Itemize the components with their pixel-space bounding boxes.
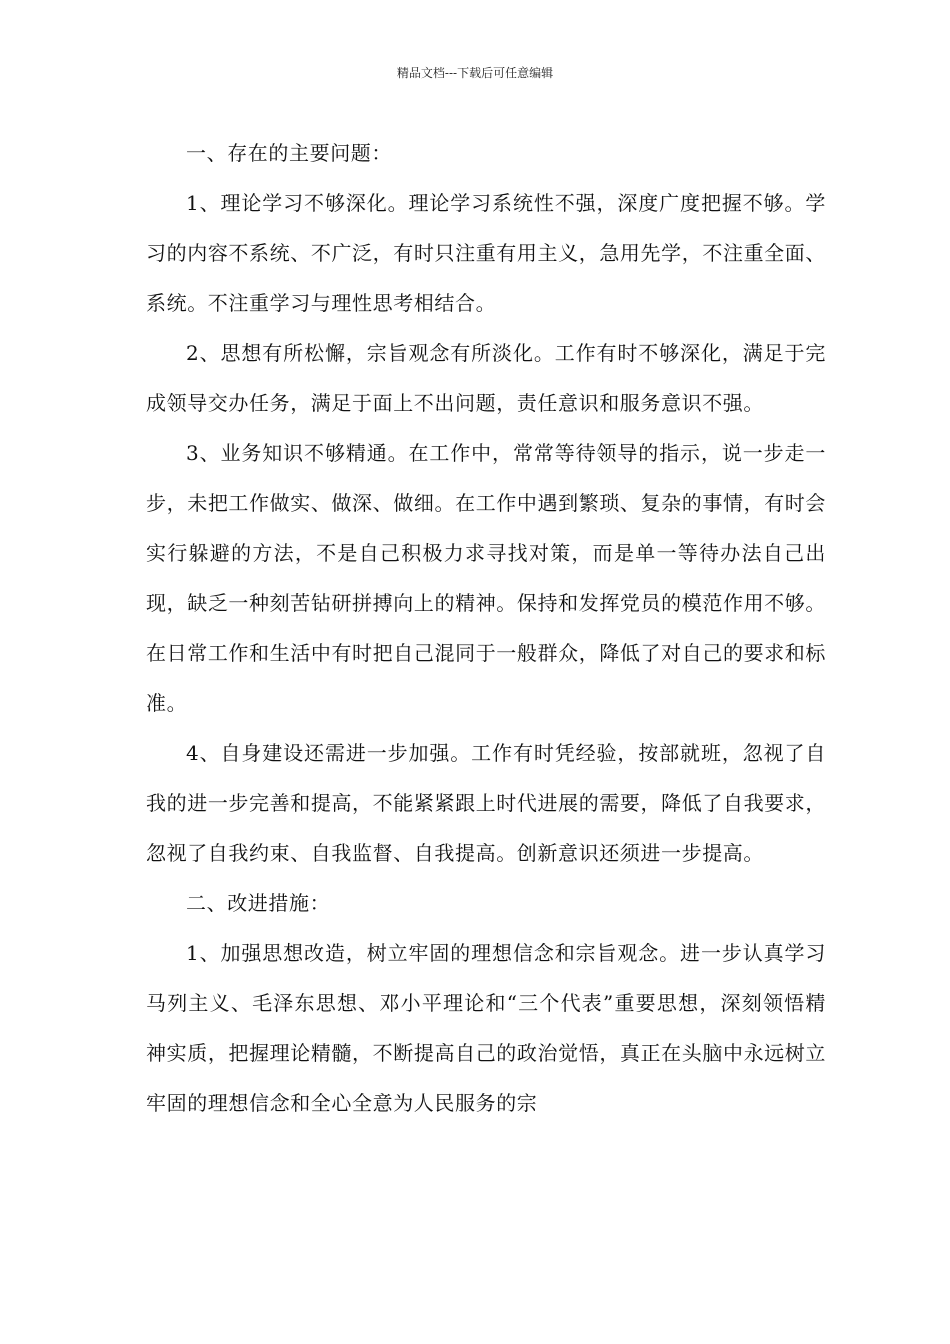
paragraph-measure-1: 1、加强思想改造，树立牢固的理想信念和宗旨观念。进一步认真学习马列主义、毛泽东思想、邓小平理论和“三个代表”重要思想，深刻领悟精神实质，把握理论精髓，不断提高自己的政治觉悟，真正在头脑中永远树立牢固的理想信念和全心全意为人民服务的宗 xyxy=(146,941,826,1115)
section-heading-measures: 二、改进措施： xyxy=(186,891,331,915)
paragraph-problem-4: 4、自身建设还需进一步加强。工作有时凭经验，按部就班，忽视了自我的进一步完善和提高，不能紧紧跟上时代进展的需要，降低了自我要求，忽视了自我约束、自我监督、自我提高。创新意识还须进一步提高。 xyxy=(146,741,826,865)
section-heading-problems: 一、存在的主要问题： xyxy=(186,141,392,165)
paragraph-problem-1: 1、理论学习不够深化。理论学习系统性不强，深度广度把握不够。学习的内容不系统、不广泛，有时只注重有用主义，急用先学，不注重全面、系统。不注重学习与理性思考相结合。 xyxy=(146,191,826,315)
document-body xyxy=(146,128,826,1128)
paragraph-problem-3: 3、业务知识不够精通。在工作中，常常等待领导的指示，说一步走一步，未把工作做实、做深、做细。在工作中遇到繁琐、复杂的事情，有时会实行躲避的方法，不是自己积极力求寻找对策，而是单一等待办法自己出现，缺乏一种刻苦钻研拼搏向上的精神。保持和发挥党员的模范作用不够。在日常工作和生活中有时把自己混同于一般群众，降低了对自己的要求和标准。 xyxy=(146,441,826,715)
paragraph-problem-2: 2、思想有所松懈，宗旨观念有所淡化。工作有时不够深化，满足于完成领导交办任务，满足于面上不出问题，责任意识和服务意识不强。 xyxy=(146,341,826,415)
page-header: 精品文档---下载后可任意编辑 xyxy=(396,66,554,80)
